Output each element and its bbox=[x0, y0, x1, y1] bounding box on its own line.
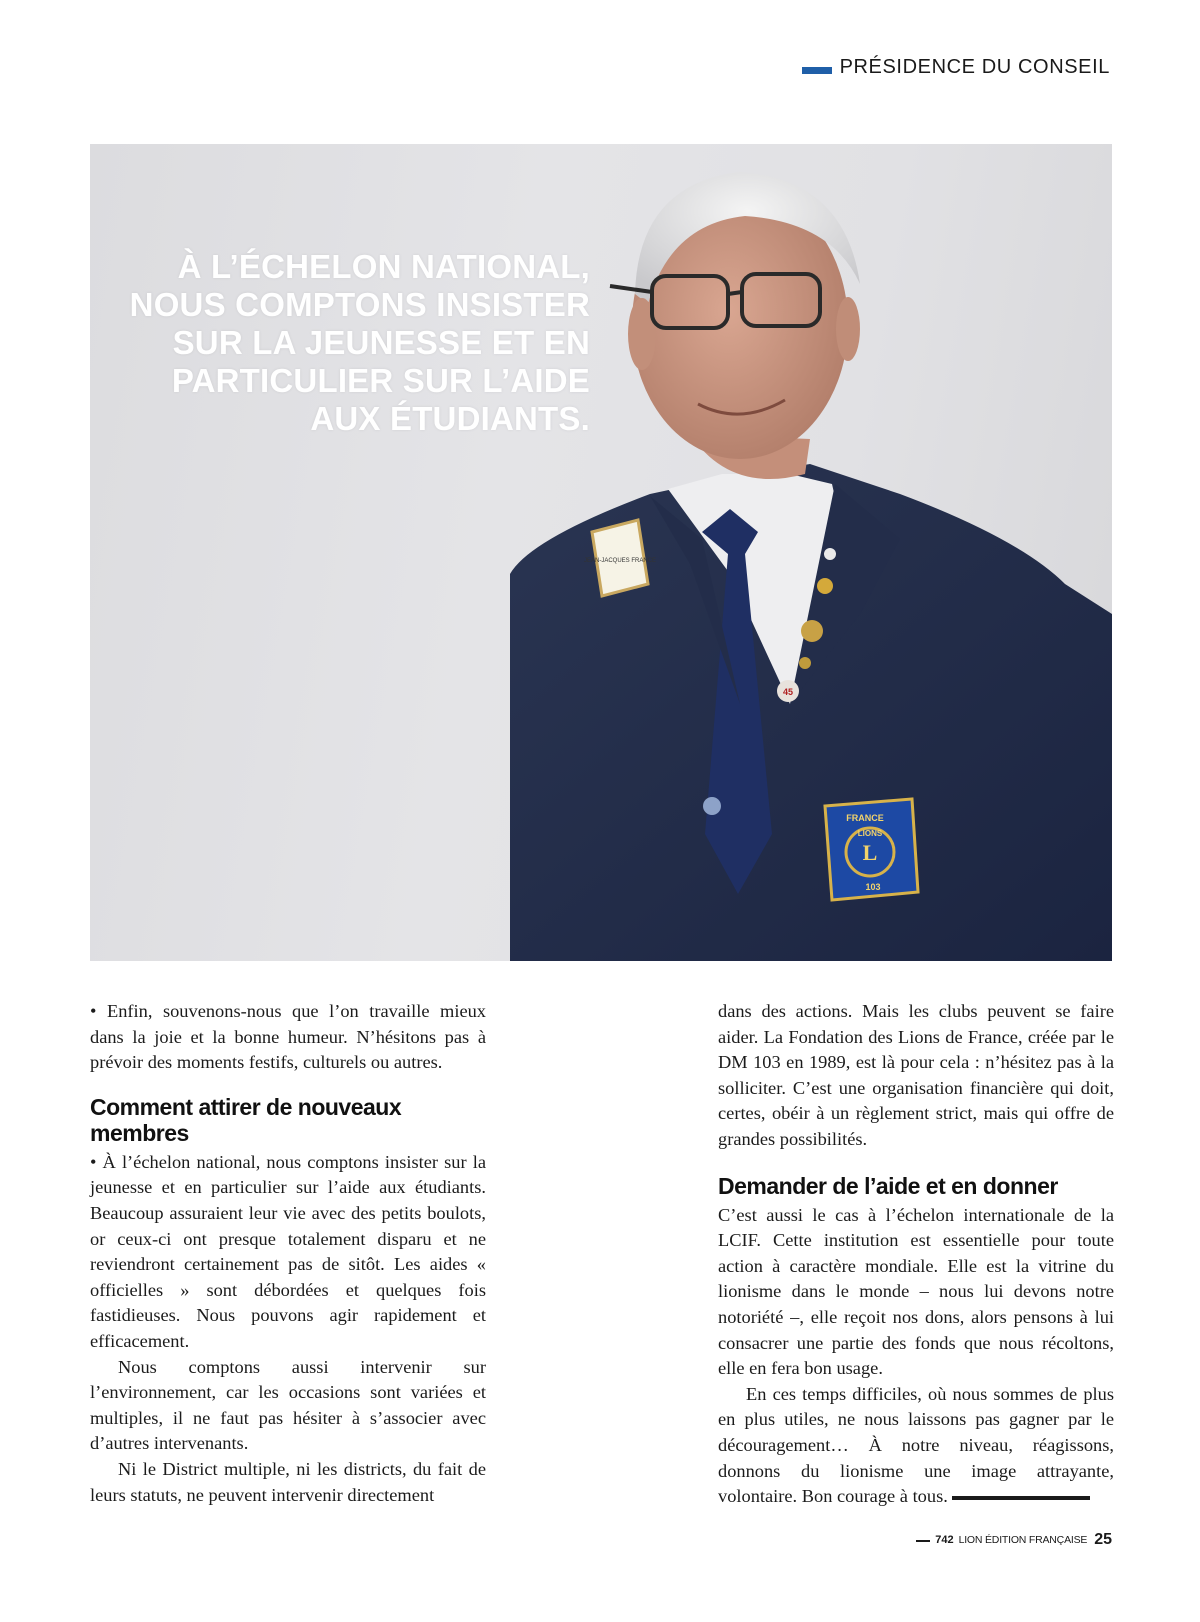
patch-letter: L bbox=[862, 840, 878, 865]
pin bbox=[799, 657, 811, 669]
portrait-photo bbox=[90, 144, 1112, 961]
closing-text: En ces temps difficiles, où nous sommes de plus en plus utiles, ne nous laissons pas gagner par le découragement… À notre niveau, réagissons, donnons du lionisme une image attrayante, volontaire. Bon courage à tous. bbox=[718, 1383, 1114, 1507]
closing-paragraph bbox=[718, 1382, 1114, 1510]
pull-quote: À L’ÉCHELON NATIONAL, NOUS COMPTONS INSISTER SUR LA JEUNESSE ET EN PARTICULIER SUR L’AIDE AUX ÉTUDIANTS. bbox=[129, 248, 590, 437]
paragraph: dans des actions. Mais les clubs peuvent se faire aider. La Fondation des Lions de France, créée par le DM 103 en 1989, est là pour cela : n’hésitez pas à la solliciter. C’est une organisation financière qui doit, certes, obéir à un règlement strict, mais qui offre de grandes possibilités. bbox=[718, 1001, 1114, 1149]
page-footer bbox=[916, 1531, 1112, 1549]
section-header bbox=[802, 56, 1110, 79]
article-column-left bbox=[90, 999, 486, 1508]
issue-number: 742 bbox=[935, 1534, 954, 1546]
paragraph: • Enfin, souvenons-nous que l’on travaille mieux dans la joie et la bonne humeur. N’hésitons pas à prévoir des moments festifs, culturels ou autres. bbox=[90, 1001, 486, 1073]
paragraph: C’est aussi le cas à l’échelon internationale de la LCIF. Cette institution est essentielle pour toute action à caractère mondiale. Elle est la vitrine du lionisme dans le monde – nous lui devons notre notoriété –, elle reçoit nos dons, alors pensons à lui consacrer une partie des fonds que nous récoltons, elle en fera bon usage. bbox=[718, 1204, 1114, 1379]
patch-lions-text: LIONS bbox=[857, 829, 883, 838]
paragraph: • À l’échelon national, nous comptons insister sur la jeunesse et en particulier sur l’aide aux étudiants. Beaucoup assuraient leur vie avec des petits boulots, or ceux-ci ont presque totalement disparu et ne reviendront certainement pas de sitôt. Les aides « officielles » sont débordées et quelques fois fastidieuses. Nous pouvons agir rapidement et efficacement. bbox=[90, 1151, 486, 1351]
paragraph: Nous comptons aussi intervenir sur l’environnement, car les occasions sont variées et multiples, il ne faut pas hésiter à s’associer avec d’autres intervenants. bbox=[90, 1356, 486, 1454]
section-accent-bar bbox=[802, 67, 832, 74]
name-badge-text: JEAN-JACQUES FRANCE bbox=[583, 558, 657, 564]
patch-number: 103 bbox=[865, 882, 881, 892]
pin bbox=[703, 797, 721, 815]
pin bbox=[817, 578, 833, 594]
article-column-right bbox=[718, 999, 1114, 1510]
lions-patch bbox=[825, 799, 918, 900]
footer-dash bbox=[916, 1540, 930, 1542]
section-heading: Demander de l’aide et en donner bbox=[718, 1172, 1058, 1199]
section-title: PRÉSIDENCE DU CONSEIL bbox=[839, 56, 1110, 78]
section-heading: Comment attirer de nouveaux membres bbox=[90, 1093, 402, 1146]
end-of-article-rule bbox=[952, 1496, 1090, 1500]
pin bbox=[824, 548, 836, 560]
patch-top-text: FRANCE bbox=[846, 813, 884, 823]
pin bbox=[801, 620, 823, 642]
page-number: 25 bbox=[1094, 1531, 1112, 1548]
pin-number: 45 bbox=[782, 687, 794, 697]
paragraph: Ni le District multiple, ni les districts, du fait de leurs statuts, ne peuvent intervenir directement bbox=[90, 1458, 486, 1505]
magazine-name: LION ÉDITION FRANÇAISE bbox=[958, 1534, 1088, 1546]
